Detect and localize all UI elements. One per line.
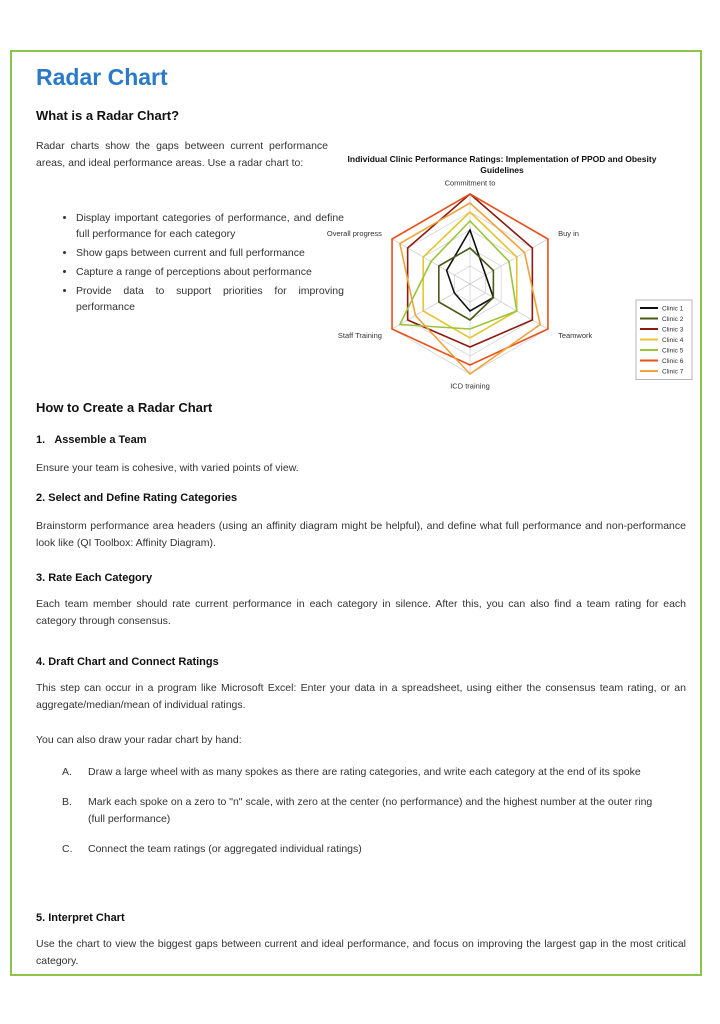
list-item <box>62 764 672 781</box>
step3-heading: 3. Rate Each Category <box>36 572 153 584</box>
document-frame <box>10 50 702 976</box>
how-heading: How to Create a Radar Chart <box>36 400 213 415</box>
step4-text: This step can occur in a program like Microsoft Excel: Enter your data in a spreadsheet, using either the consensus team rating, or an aggregate/median/mean of individual ratings. <box>36 682 686 711</box>
axis-label: Overall progress <box>326 229 382 239</box>
list-item: • Capture a range of perceptions about performance <box>76 264 344 280</box>
list-item <box>62 841 672 858</box>
radar-chart <box>326 148 694 398</box>
legend-label: Clinic 6 <box>662 358 684 365</box>
legend-label: Clinic 4 <box>662 337 684 344</box>
list-item: • Provide data to support priorities for improving performance <box>76 283 344 315</box>
step1-title: Assemble a Team <box>54 434 147 446</box>
substep-text: Mark each spoke on a zero to "n" scale, with zero at the center (no performance) and the highest number at the outer ring (full performance) <box>88 796 653 825</box>
axis-label: Teamwork <box>558 330 593 340</box>
step1-text: Ensure your team is cohesive, with varied points of view. <box>36 462 299 474</box>
legend-label: Clinic 2 <box>662 316 684 323</box>
radar-svg <box>326 148 694 398</box>
axis-spoke <box>392 284 470 329</box>
chart-title: Individual Clinic Performance Ratings: Implementation of PPOD and Obesity Guidelines <box>347 154 657 175</box>
step2-text: Brainstorm performance area headers (using an affinity diagram might be helpful), and define what full performance and non-performance look like (QI Toolbox: Affinity Diagram). <box>36 520 686 549</box>
axis-label: Commitment to <box>444 178 496 188</box>
list-item: • Display important categories of performance, and define full performance for each category <box>76 210 344 242</box>
page-title: Radar Chart <box>36 64 168 90</box>
substep-text: Connect the team ratings (or aggregated individual ratings) <box>88 843 362 855</box>
substep-list <box>62 764 672 871</box>
step4-hand-text: You can also draw your radar chart by hand: <box>36 734 242 746</box>
step1-number: 1. <box>36 434 46 446</box>
step2-heading: 2. Select and Define Rating Categories <box>36 492 238 504</box>
legend-label: Clinic 1 <box>662 305 684 313</box>
step1-heading <box>36 434 146 446</box>
step4-heading: 4. Draft Chart and Connect Ratings <box>36 656 219 668</box>
what-heading: What is a Radar Chart? <box>36 108 180 123</box>
step5-heading: 5. Interpret Chart <box>36 912 125 924</box>
substep-marker: C. <box>62 843 73 855</box>
step3-text: Each team member should rate current performance in each category in silence. After this, you can also find a team rating for each category through consensus. <box>36 598 686 627</box>
axis-label: Staff Training <box>337 330 382 340</box>
list-item <box>62 794 672 828</box>
substep-text: Draw a large wheel with as many spokes as there are rating categories, and write each category at the end of its spoke <box>88 766 641 778</box>
axis-label: Buy in <box>558 229 579 239</box>
step5-text: Use the chart to view the biggest gaps between current and ideal performance, and focus on improving the largest gap in the most critical category. <box>36 938 686 967</box>
bullet-list <box>62 210 344 318</box>
legend-label: Clinic 7 <box>662 368 684 376</box>
legend-label: Clinic 5 <box>662 347 684 355</box>
substep-marker: A. <box>62 766 72 778</box>
substep-marker: B. <box>62 796 72 808</box>
list-item: • Show gaps between current and full performance <box>76 245 344 261</box>
axis-label: ICD training <box>450 381 490 391</box>
intro-paragraph: Radar charts show the gaps between current performance areas, and ideal performance areas. Use a radar chart to: <box>36 140 328 169</box>
legend-label: Clinic 3 <box>662 326 684 334</box>
